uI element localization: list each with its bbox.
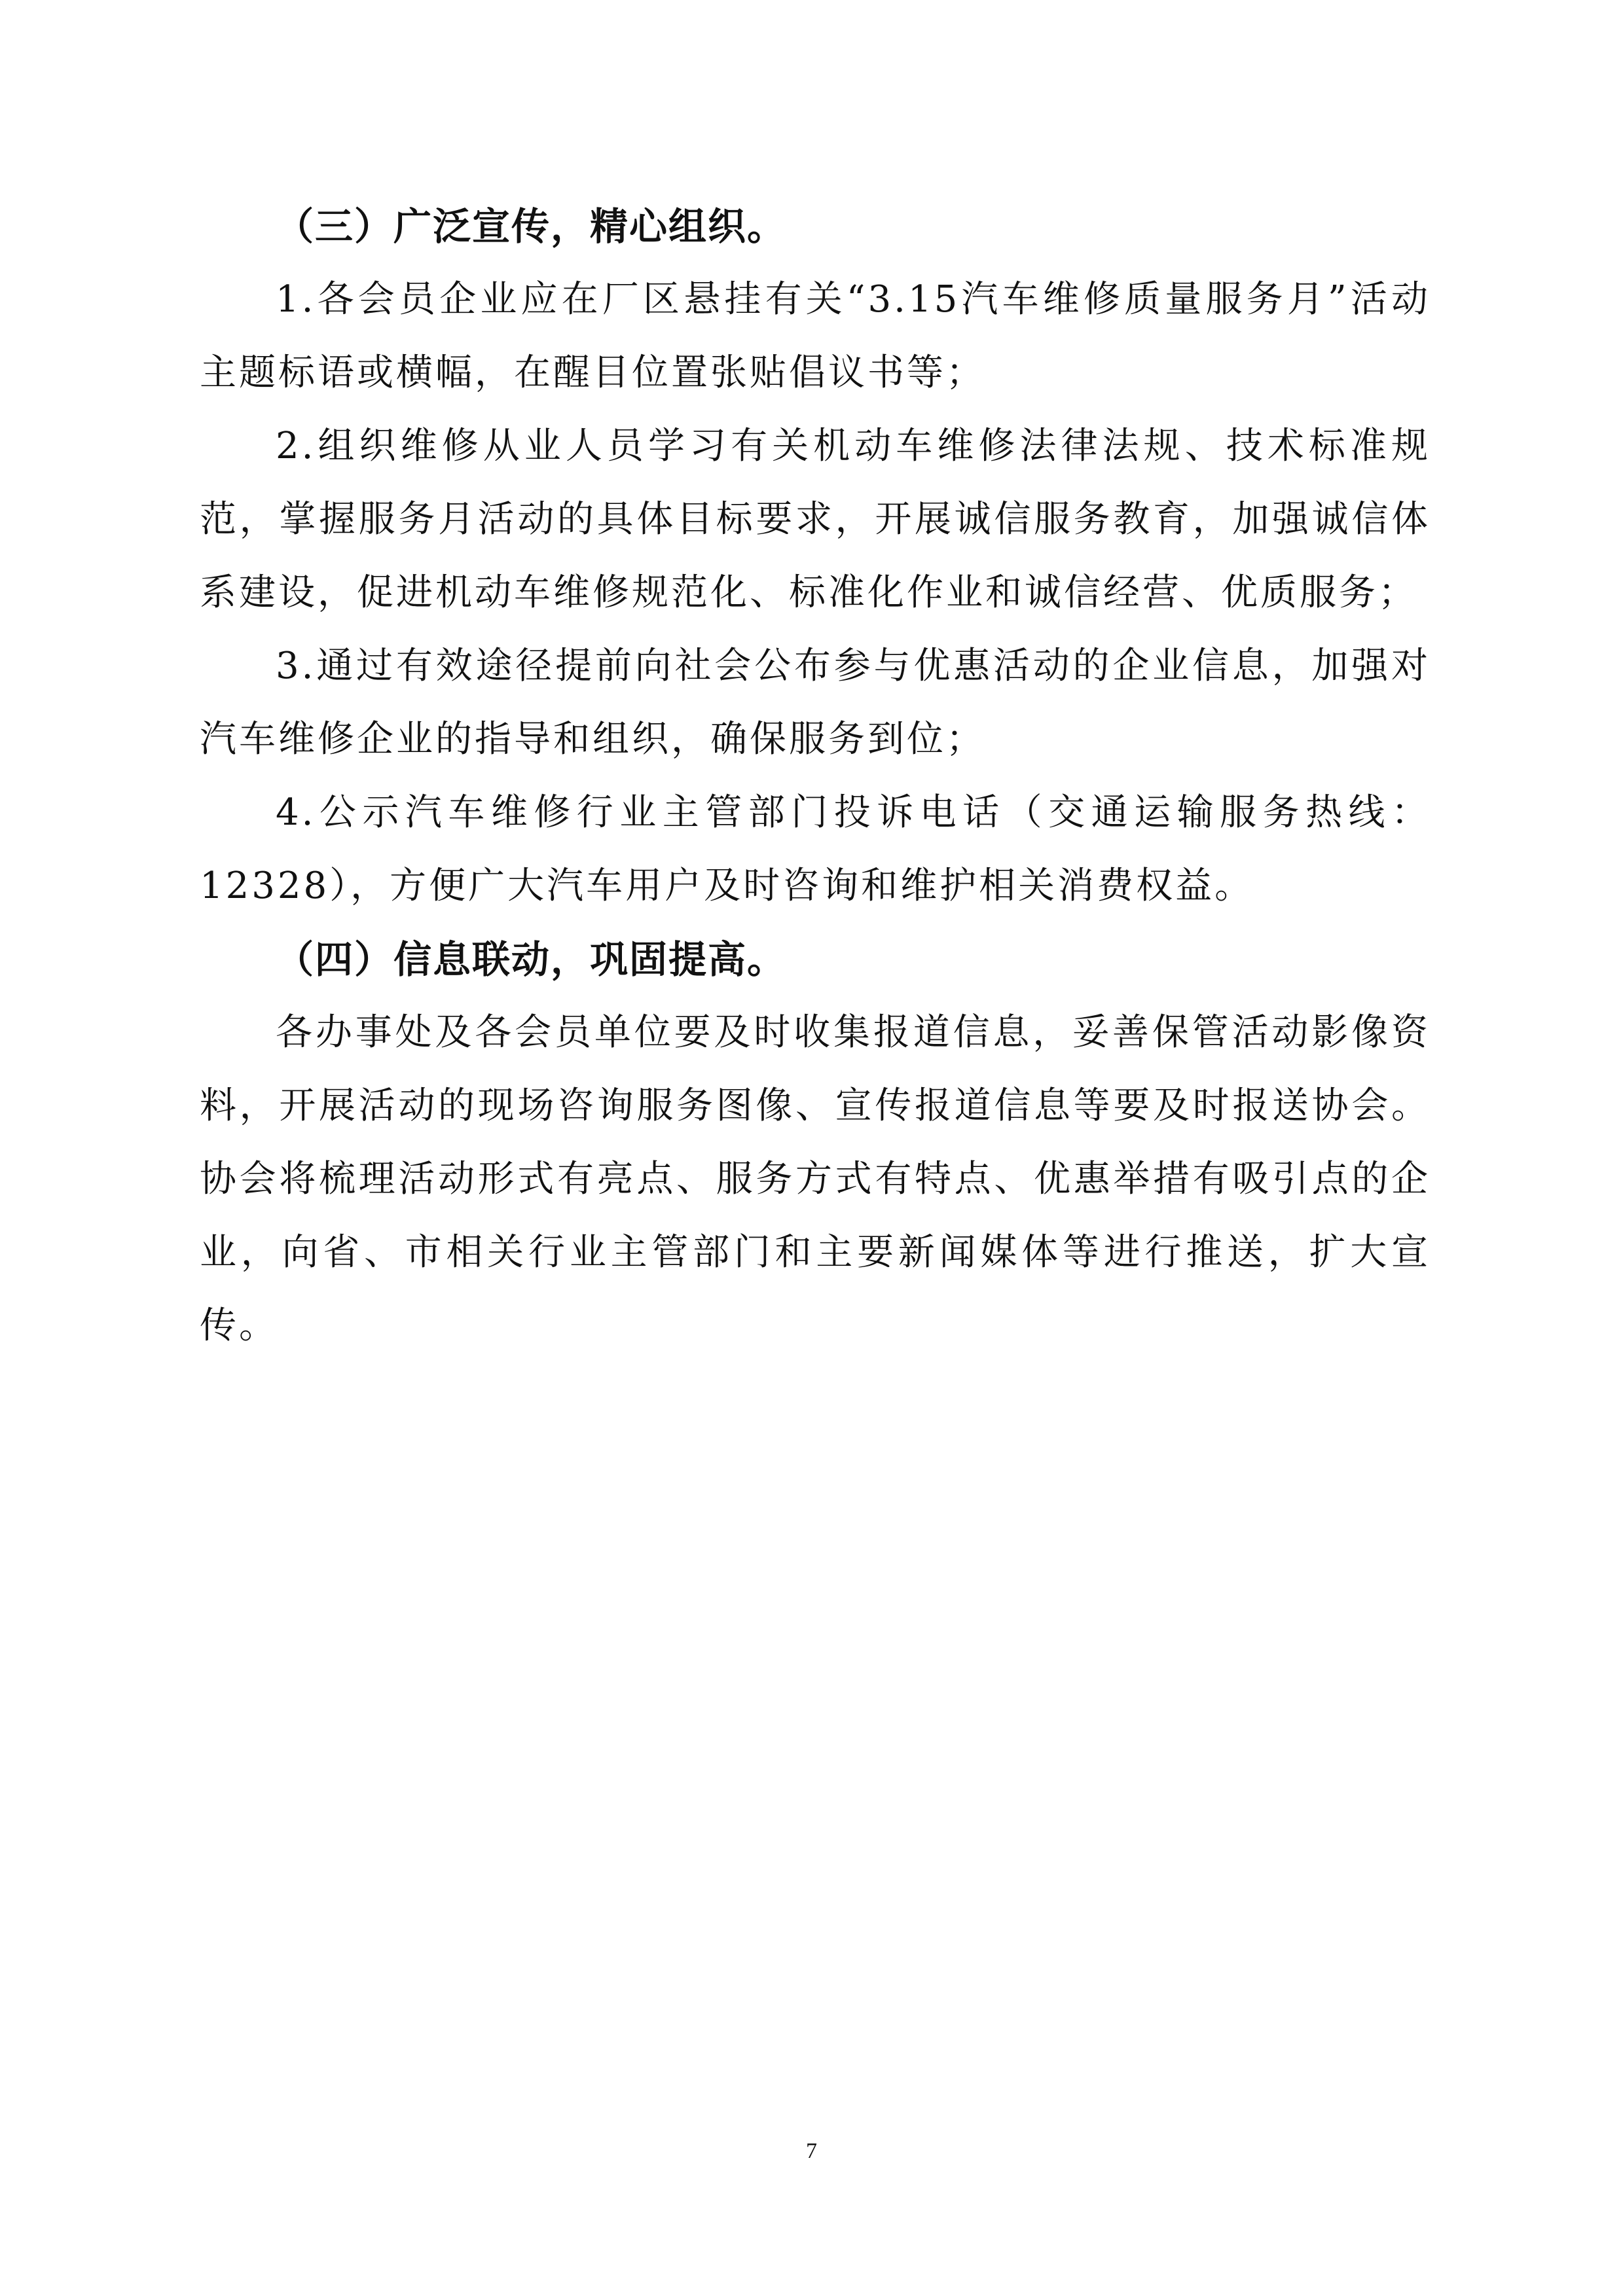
- paragraph-3-4: 4.公示汽车维修行业主管部门投诉电话（交通运输服务热线：12328），方便广大汽车用户及时咨询和维护相关消费权益。: [200, 791, 1431, 907]
- paragraph-3-2: 2.组织维修从业人员学习有关机动车维修法律法规、技术标准规范，掌握服务月活动的具体目标要求，开展诚信服务教育，加强诚信体系建设，促进机动车维修规范化、标准化作业和诚信经营、优质服务；: [200, 425, 1431, 614]
- paragraph-4-1: 各办事处及各会员单位要及时收集报道信息，妥善保管活动影像资料，开展活动的现场咨询服务图像、宣传报道信息等要及时报送协会。协会将梳理活动形式有亮点、服务方式有特点、优惠举措有吸引点的企业，向省、市相关行业主管部门和主要新闻媒体等进行推送，扩大宣传。: [200, 1011, 1431, 1347]
- section-heading-4: （四）信息联动，巩固提高。: [276, 937, 787, 982]
- document-body: [200, 190, 1431, 1363]
- paragraph-3-1: 1.各会员企业应在厂区悬挂有关“3.15汽车维修质量服务月”活动主题标语或横幅，在醒目位置张贴倡议书等；: [200, 278, 1431, 394]
- section-heading-3: （三）广泛宣传，精心组织。: [276, 204, 787, 249]
- page-number: 7: [806, 2139, 817, 2163]
- paragraph-3-3: 3.通过有效途径提前向社会公布参与优惠活动的企业信息，加强对汽车维修企业的指导和组织，确保服务到位；: [200, 645, 1431, 761]
